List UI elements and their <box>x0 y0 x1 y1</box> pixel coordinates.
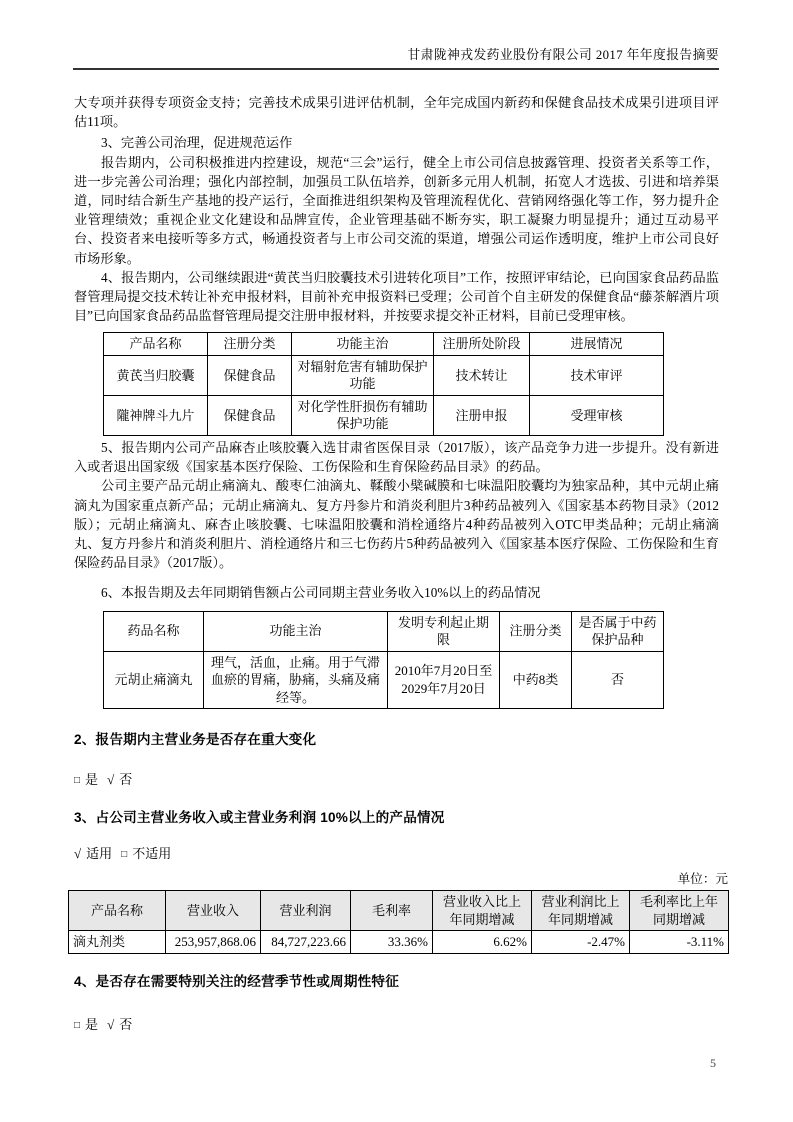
major-change-answer <box>74 769 719 788</box>
body-cell: 对辐射危害有辅助保护功能 <box>292 355 434 395</box>
registration-table <box>103 332 664 436</box>
body-cell: 33.36% <box>351 931 433 954</box>
table-row <box>104 355 664 395</box>
header-cell: 营业利润比上年同期增减 <box>532 891 630 931</box>
body-cell: 受理审核 <box>530 395 664 435</box>
body-cell: 对化学性肝损伤有辅助保护功能 <box>292 395 434 435</box>
paragraph-item4: 4、报告期内，公司继续跟进“黄芪当归胶囊技术引进转化项目”工作，按照评审结论，已向国家食品药品监督管理局提交技术转让补充申报材料，目前补充申报资料已受理；公司首个自主研发的保健食品“藤茶解酒片项目”已向国家食品药品监督管理局提交注册申报材料，并按要求提交补正材料，目前已受理审核。 <box>74 269 719 324</box>
page-content <box>73 93 728 1033</box>
body-cell: 理气，活血，止痛。用于气滞血瘀的胃痛，胁痛，头痛及痛经等。 <box>204 651 388 709</box>
body-cell: 中药8类 <box>500 651 572 709</box>
header-cell: 注册分类 <box>500 611 572 651</box>
table-header-row <box>104 333 664 356</box>
checkbox-unchecked-icon: □ <box>121 849 128 861</box>
body-cell: 保健食品 <box>208 395 292 435</box>
unit-note: 单位：元 <box>677 872 728 887</box>
body-cell: 技术审评 <box>530 355 664 395</box>
item6-heading: 6、本报告期及去年同期销售额占公司同期主营业务收入10%以上的药品情况 <box>101 585 541 601</box>
header-cell: 毛利率 <box>351 891 433 931</box>
section-product-share-title: 3、占公司主营业务收入或主营业务利润 10%以上的产品情况 <box>74 810 445 826</box>
body-cell: 隴神牌斗九片 <box>104 395 208 435</box>
checkmark-icon: √ <box>107 1016 115 1032</box>
option-no-label: 否 <box>119 1016 133 1032</box>
body-cell: 黄芪当归胶囊 <box>104 355 208 395</box>
header-cell: 功能主治 <box>204 611 388 651</box>
body-cell: 6.62% <box>433 931 532 954</box>
checkmark-icon: √ <box>74 846 82 862</box>
body-cell: 保健食品 <box>208 355 292 395</box>
header-cell: 功能主治 <box>292 333 434 356</box>
body-cell: 253,957,868.06 <box>166 931 261 954</box>
header-cell: 药品名称 <box>104 611 204 651</box>
page-header <box>73 44 719 70</box>
section-major-change-title: 2、报告期内主营业务是否存在重大变化 <box>74 732 317 748</box>
checkbox-unchecked-icon: □ <box>74 1019 81 1031</box>
section-seasonality-title: 4、是否存在需要特别关注的经营季节性或周期性特征 <box>74 973 400 989</box>
header-cell: 注册所处阶段 <box>434 333 530 356</box>
option-yes-label: 是 <box>85 1016 99 1032</box>
header-cell: 营业利润 <box>261 891 351 931</box>
header-cell: 产品名称 <box>104 333 208 356</box>
body-cell: 元胡止痛滴丸 <box>104 651 204 709</box>
header-cell: 注册分类 <box>208 333 292 356</box>
paragraph-governance: 报告期内，公司积极推进内控建设，规范“三会”运行，健全上市公司信息披露管理、投资者关系等工作，进一步完善公司治理；强化内部控制，加强员工队伍培养，创新多元用人机制，拓宽人才选拔、引进和培养渠道，同时结合新生产基地的投产运行，全面推进组织架构及管理流程优化、营销网络强化等工作，努力提升企业管理绩效；重视企业文化建设和品牌宣传，企业管理基础不断夯实，职工凝聚力明显提升；通过互动易平台、投资者来电接听等多方式，畅通投资者与上市公司交流的渠道，增强公司运作透明度，维护上市公司良好市场形象。 <box>74 154 719 266</box>
header-cell: 产品名称 <box>69 891 166 931</box>
header-cell: 是否属于中药保护品种 <box>572 611 664 651</box>
table-row <box>104 395 664 435</box>
product-share-answer <box>74 843 719 862</box>
body-cell: 84,727,223.66 <box>261 931 351 954</box>
seasonality-answer <box>74 1014 719 1033</box>
header-cell: 毛利率比上年同期增减 <box>630 891 729 931</box>
drug-table <box>103 611 664 710</box>
body-cell: 技术转让 <box>434 355 530 395</box>
body-cell: 2010年7月20日至2029年7月20日 <box>388 651 500 709</box>
body-cell: -3.11% <box>630 931 729 954</box>
page-number: 5 <box>710 1056 716 1070</box>
body-cell: 否 <box>572 651 664 709</box>
revenue-table <box>68 890 729 954</box>
option-no-label: 否 <box>119 772 133 788</box>
table-row <box>69 931 729 954</box>
header-cell: 营业收入 <box>166 891 261 931</box>
checkbox-unchecked-icon: □ <box>74 775 81 787</box>
body-cell: 注册申报 <box>434 395 530 435</box>
page-header-title: 甘肃陇神戎发药业股份有限公司 2017 年年度报告摘要 <box>407 48 719 62</box>
option-not-applicable-label: 不适用 <box>132 846 172 862</box>
paragraph-main-products: 公司主要产品元胡止痛滴丸、酸枣仁油滴丸、鞣酸小檗碱膜和七味温阳胶囊均为独家品种，其中元胡止痛滴丸为国家重点新产品；元胡止痛滴丸、复方丹参片和消炎利胆片3种药品被列入《国家基本药物目录》（2012版）；元胡止痛滴丸、麻杏止咳胶囊、七味温阳胶囊和消栓通络片4种药品被列入OTC甲类品种；元胡止痛滴丸、复方丹参片和消炎利胆片、消栓通络片和三七伤药片5种药品被列入《国家基本医疗保险、工伤保险和生育保险药品目录》（2017版）。 <box>74 478 719 571</box>
body-cell: 滴丸剂类 <box>69 931 166 954</box>
item3-heading: 3、完善公司治理，促进规范运作 <box>101 135 293 151</box>
table-row <box>104 651 664 709</box>
table-header-row <box>104 611 664 651</box>
paragraph-continued: 大专项并获得专项资金支持；完善技术成果引进评估机制，全年完成国内新药和保健食品技术成果引进项目评估11项。 <box>74 95 719 130</box>
table-header-row <box>69 891 729 931</box>
option-yes-label: 是 <box>85 772 99 788</box>
paragraph-item5: 5、报告期内公司产品麻杏止咳胶囊入选甘肃省医保目录（2017版），该产品竞争力进一步提升。没有新进入或者退出国家级《国家基本医疗保险、工伤保险和生育保险药品目录》的药品。 <box>74 439 719 475</box>
option-applicable-label: 适用 <box>86 846 113 862</box>
header-cell: 进展情况 <box>530 333 664 356</box>
checkmark-icon: √ <box>107 772 115 788</box>
header-cell: 营业收入比上年同期增减 <box>433 891 532 931</box>
body-cell: -2.47% <box>532 931 630 954</box>
header-cell: 发明专利起止期限 <box>388 611 500 651</box>
